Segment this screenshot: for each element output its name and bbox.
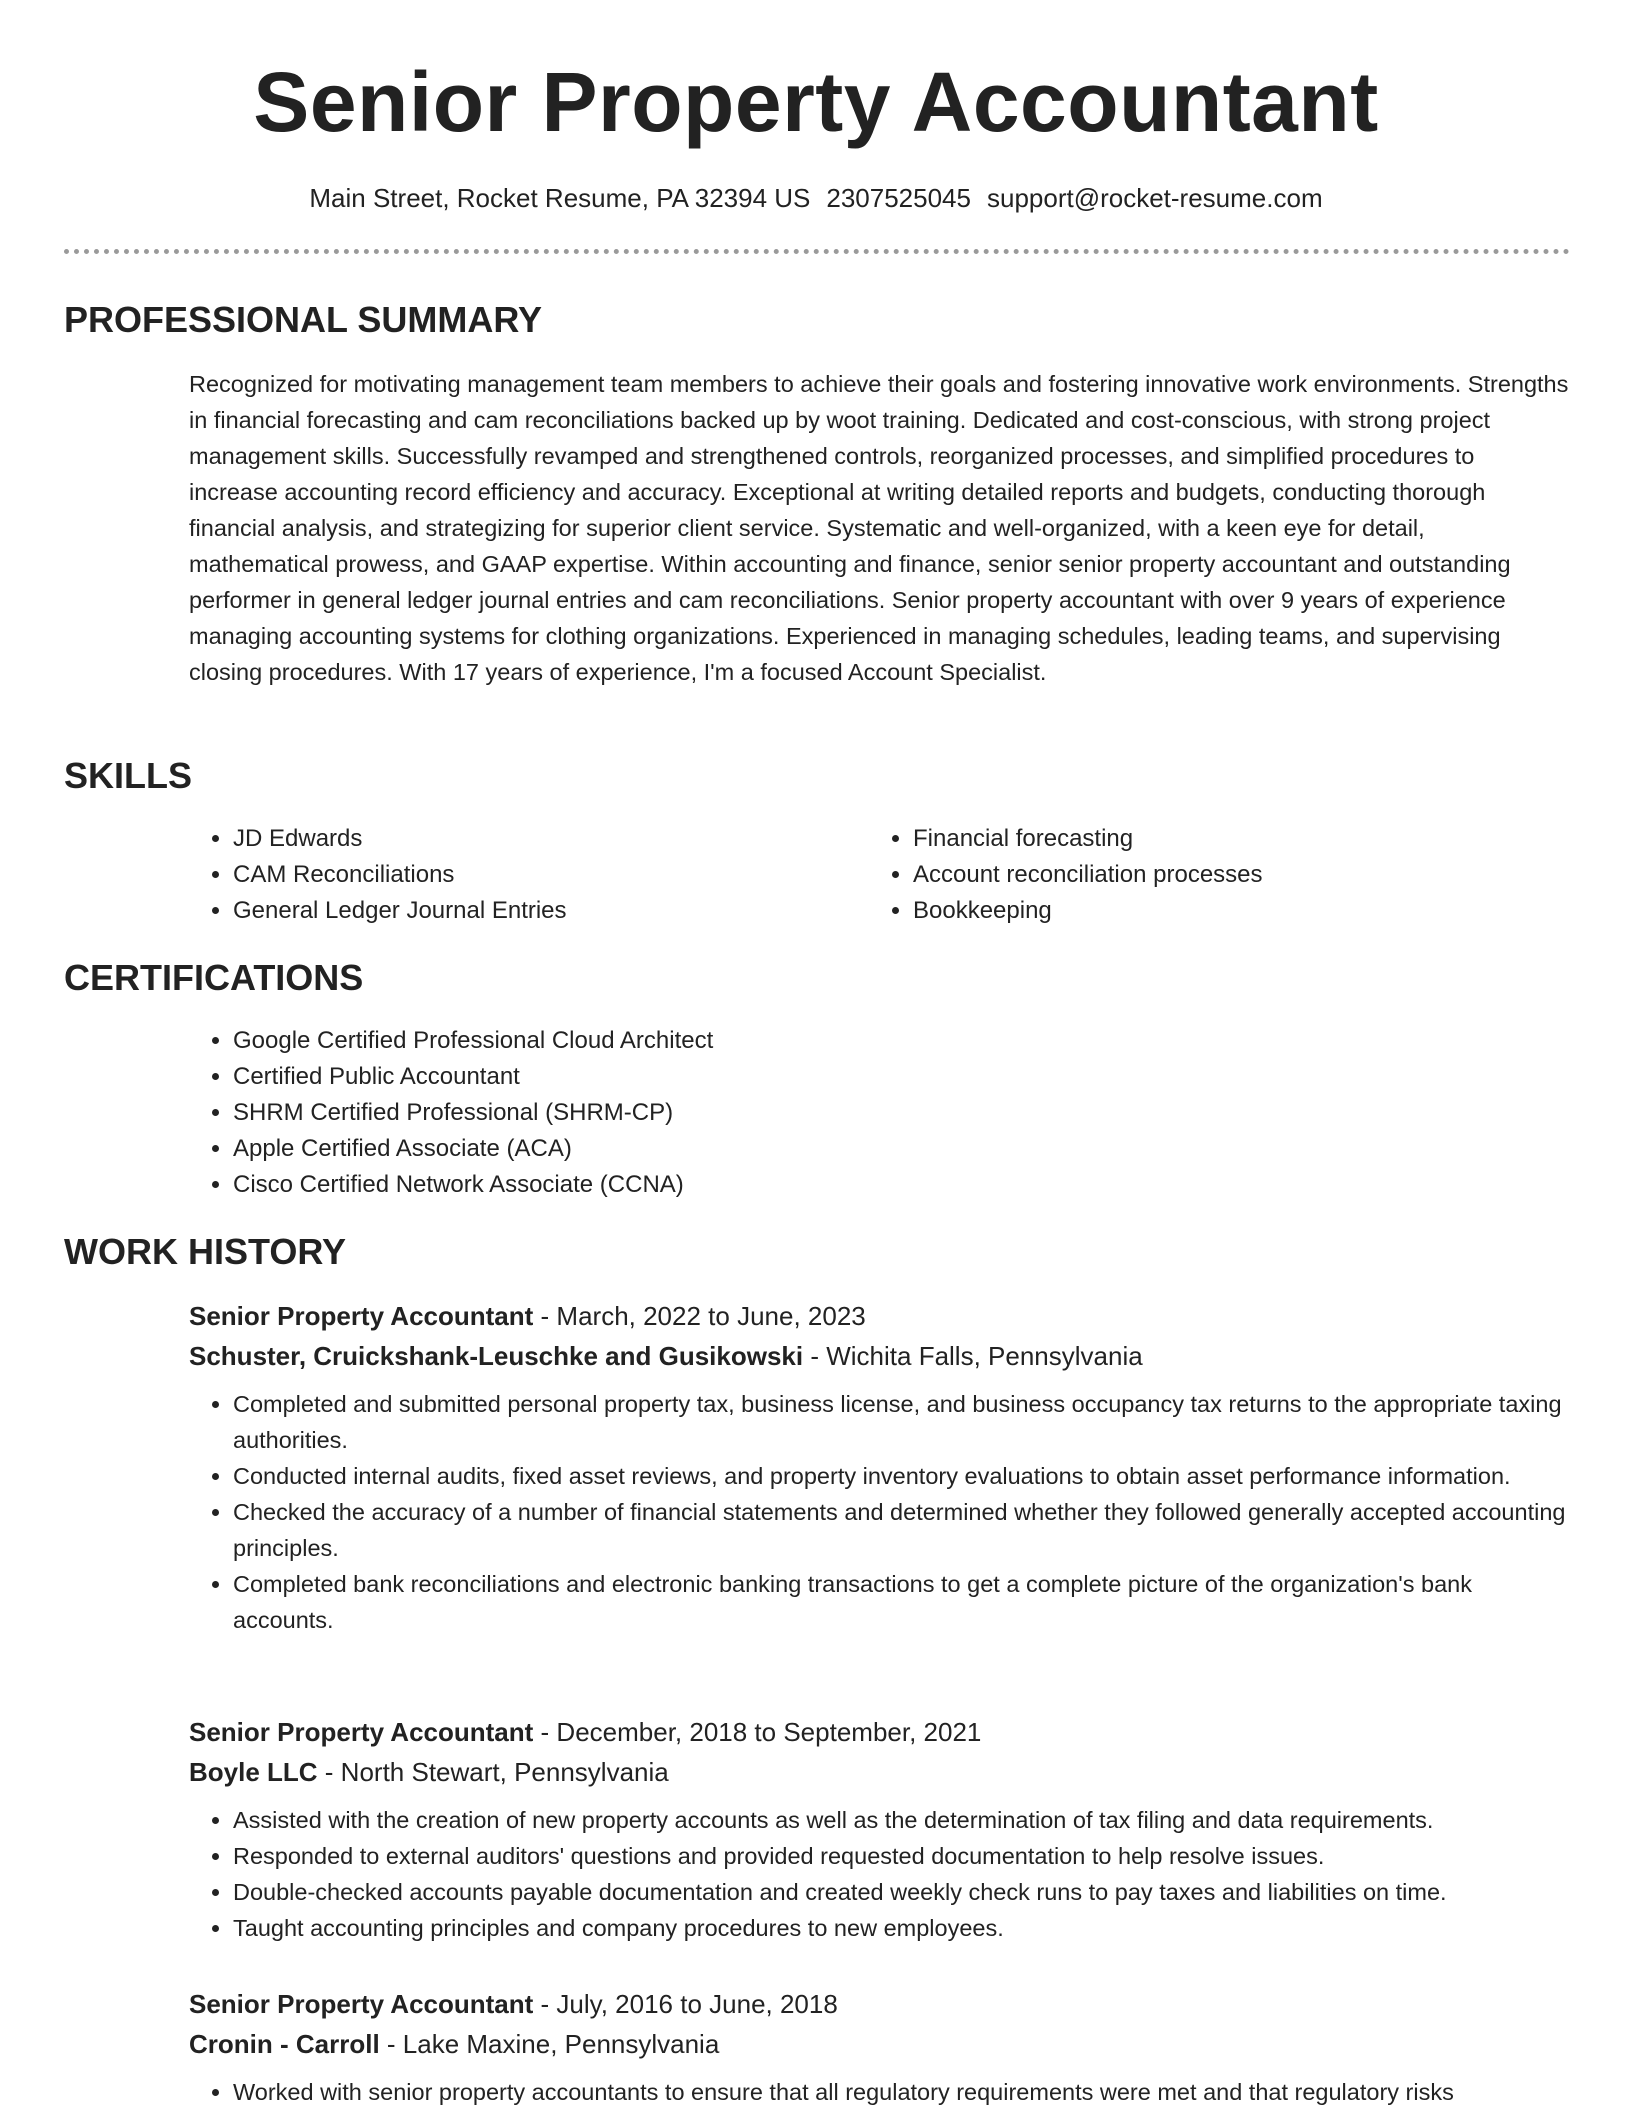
certifications-list (189, 1023, 1613, 1203)
skills-heading: SKILLS (64, 755, 193, 796)
job-bullet: • Responded to external auditors' questions and provided requested documentation to help resolve issues. (233, 1838, 1569, 1874)
header-divider (64, 249, 1570, 254)
certification-item: • Certified Public Accountant (233, 1059, 1613, 1095)
contact-address: Main Street, Rocket Resume, PA 32394 US (309, 183, 811, 213)
job-bullet: • Double-checked accounts payable documentation and created weekly check runs to pay taxes and liabilities on time. (233, 1874, 1569, 1910)
certification-item: • Cisco Certified Network Associate (CCNA) (233, 1167, 1613, 1203)
job-dates: - December, 2018 to September, 2021 (533, 1717, 982, 1747)
job-bullets (189, 2074, 1569, 2110)
certifications-heading: CERTIFICATIONS (64, 957, 364, 998)
skill-item: • JD Edwards (233, 821, 873, 857)
job-bullet: • Completed and submitted personal property tax, business license, and business occupancy tax returns to the appropriate taxing authorities. (233, 1386, 1569, 1458)
skill-item: • CAM Reconciliations (233, 857, 873, 893)
skills-list-right (869, 821, 1613, 929)
job-location: - Wichita Falls, Pennsylvania (803, 1341, 1143, 1371)
job-title: Senior Property Accountant (189, 1301, 534, 1331)
job-location: - North Stewart, Pennsylvania (317, 1757, 669, 1787)
job-company: Boyle LLC (189, 1757, 318, 1787)
certification-item: • Apple Certified Associate (ACA) (233, 1131, 1613, 1167)
job-title: Senior Property Accountant (189, 1717, 534, 1747)
job-title-line (189, 1296, 1569, 1336)
job-company-line (189, 2024, 1569, 2064)
certification-item: • Google Certified Professional Cloud Architect (233, 1023, 1613, 1059)
job-bullet: • Completed bank reconciliations and electronic banking transactions to get a complete picture of the organization's bank accounts. (233, 1566, 1569, 1638)
contact-email: support@rocket-resume.com (986, 183, 1323, 213)
job-entry (189, 1984, 1569, 2110)
job-company: Cronin - Carroll (189, 2029, 380, 2059)
summary-heading: PROFESSIONAL SUMMARY (64, 299, 543, 340)
job-company-line (189, 1336, 1569, 1376)
job-entry (189, 1296, 1569, 1638)
job-bullet: • Taught accounting principles and company procedures to new employees. (233, 1910, 1569, 1946)
job-entry (189, 1712, 1569, 1946)
job-bullet: • Checked the accuracy of a number of financial statements and determined whether they followed generally accepted accounting principles. (233, 1494, 1569, 1566)
certification-item: • SHRM Certified Professional (SHRM-CP) (233, 1095, 1613, 1131)
job-bullets (189, 1386, 1569, 1638)
skills-list-left (189, 821, 873, 929)
contact-line (0, 180, 1632, 216)
job-bullets (189, 1802, 1569, 1946)
contact-phone: 2307525045 (826, 183, 971, 213)
job-company-line (189, 1752, 1569, 1792)
work-history-heading: WORK HISTORY (64, 1231, 347, 1272)
summary-text: Recognized for motivating management team members to achieve their goals and fostering innovative work environments. Strengths in financial forecasting and cam reconciliations backed up by woot training. Dedicated and cost-conscious, with strong project management skills. Successfully revamped and strengthened controls, reorganized processes, and simplified procedures to increase accounting record efficiency and accuracy. Exceptional at writing detailed reports and budgets, conducting thorough financial analysis, and strategizing for superior client service. Systematic and well-organized, with a keen eye for detail, mathematical prowess, and GAAP expertise. Within accounting and finance, senior senior property accountant and outstanding performer in general ledger journal entries and cam reconciliations. Senior property accountant with over 9 years of experience managing accounting systems for clothing organizations. Experienced in managing schedules, leading teams, and supervising closing procedures. With 17 years of experience, I'm a focused Account Specialist. (189, 371, 1569, 685)
job-title-line (189, 1984, 1569, 2024)
skill-item: • Financial forecasting (913, 821, 1613, 857)
skill-item: • General Ledger Journal Entries (233, 893, 873, 929)
job-bullet: • Conducted internal audits, fixed asset reviews, and property inventory evaluations to obtain asset performance information. (233, 1458, 1569, 1494)
job-title-line (189, 1712, 1569, 1752)
job-bullet: • Assisted with the creation of new property accounts as well as the determination of tax filing and data requirements. (233, 1802, 1569, 1838)
candidate-name: Senior Property Accountant (253, 55, 1379, 149)
job-company: Schuster, Cruickshank-Leuschke and Gusikowski (189, 1341, 804, 1371)
skill-item: • Account reconciliation processes (913, 857, 1613, 893)
job-title: Senior Property Accountant (189, 1989, 534, 2019)
skill-item: • Bookkeeping (913, 893, 1613, 929)
job-dates: - March, 2022 to June, 2023 (533, 1301, 866, 1331)
job-dates: - July, 2016 to June, 2018 (533, 1989, 838, 2019)
job-location: - Lake Maxine, Pennsylvania (379, 2029, 720, 2059)
job-bullet: • Worked with senior property accountants to ensure that all regulatory requirements were met and that regulatory risks (233, 2074, 1569, 2110)
